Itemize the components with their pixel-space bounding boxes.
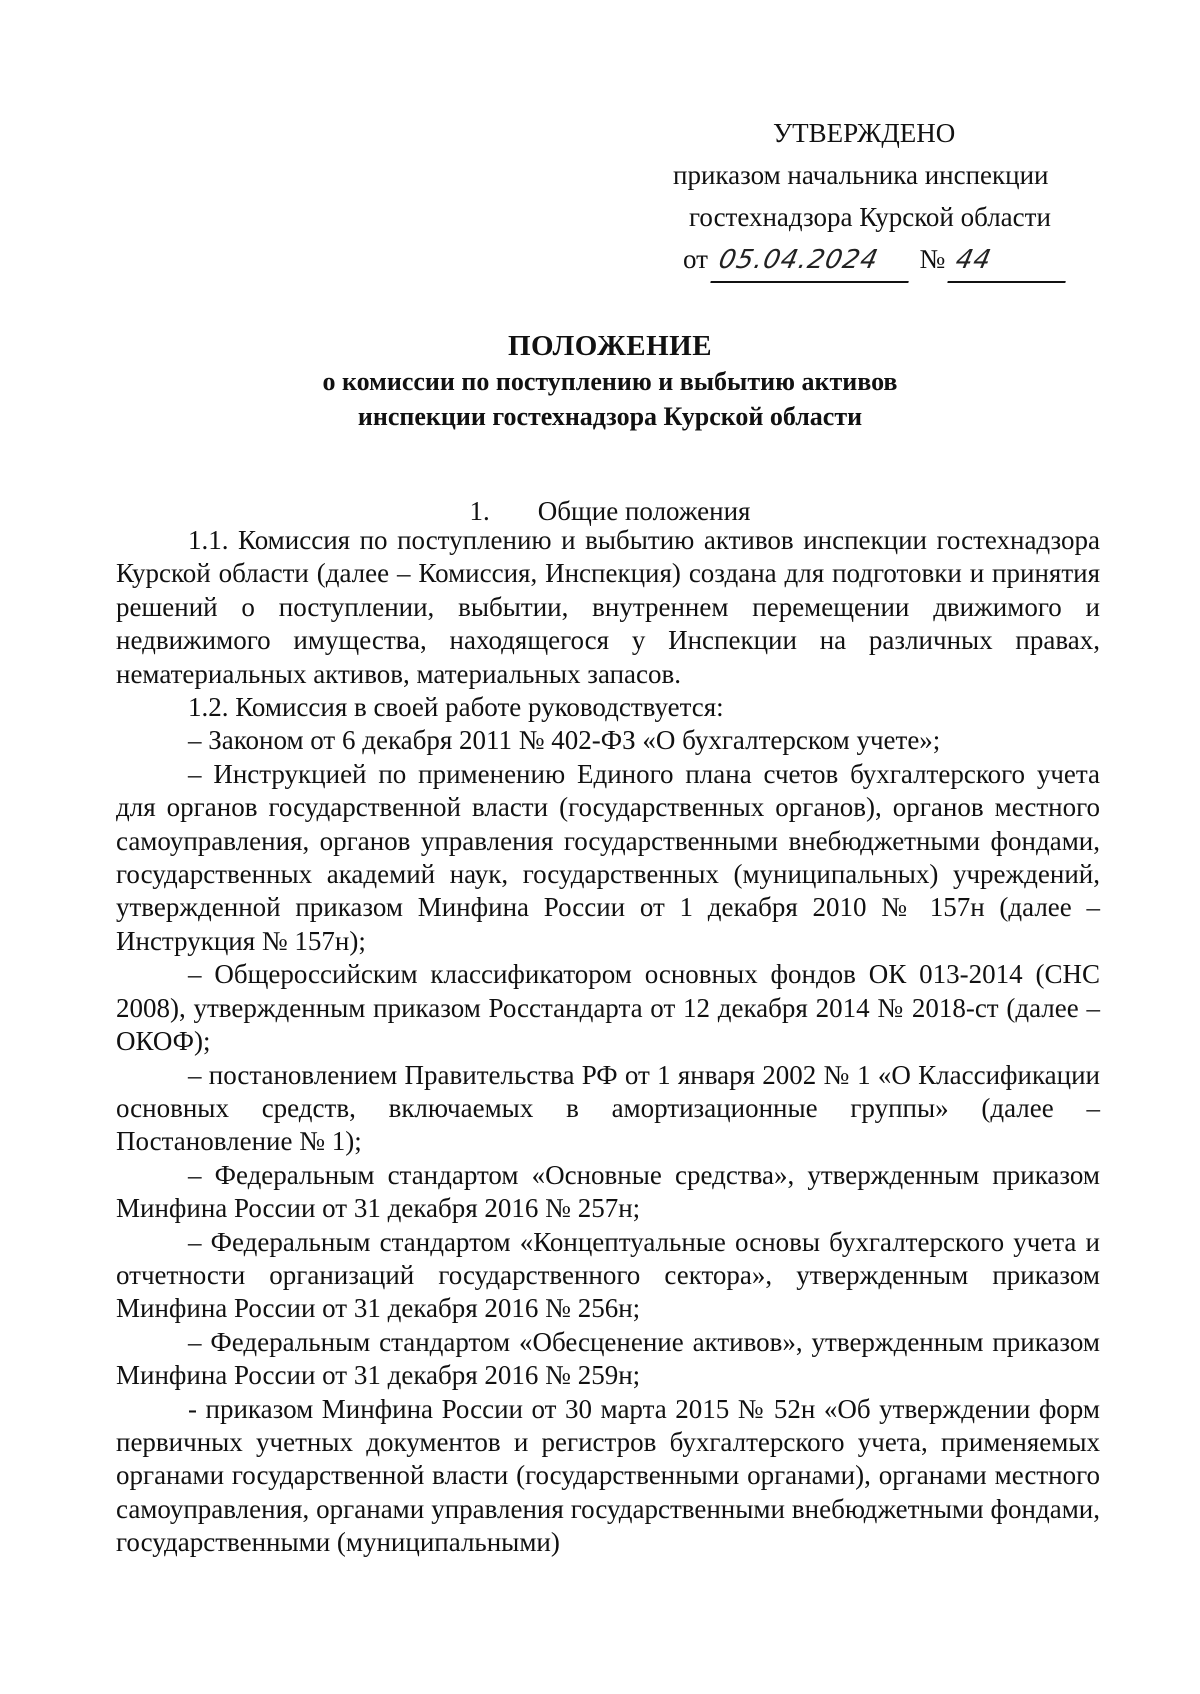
approval-block bbox=[665, 112, 1065, 283]
document-title-block bbox=[120, 328, 1100, 434]
list-item-law-402fz: – Законом от 6 декабря 2011 № 402-ФЗ «О бухгалтерском учете»; bbox=[188, 725, 941, 756]
document-body bbox=[116, 524, 1100, 1560]
section-title: Общие положения bbox=[537, 496, 751, 526]
list-item-resolution-1: – постановлением Правительства РФ от 1 января 2002 № 1 «О Классификации основных средств, включаемых в амортизационные группы» (далее – Постановление № 1); bbox=[116, 1059, 1100, 1157]
approval-line-organization: гостехнадзора Курской области bbox=[689, 202, 1051, 232]
list-item-standard-259n: – Федеральным стандартом «Обесценение активов», утвержденным приказом Минфина России от 31 декабря 2016 № 259н; bbox=[116, 1326, 1100, 1391]
list-item-standard-257n: – Федеральным стандартом «Основные средства», утвержденным приказом Минфина России от 31 декабря 2016 № 257н; bbox=[116, 1159, 1100, 1224]
section-heading bbox=[120, 494, 1100, 528]
handwritten-number: 44 bbox=[947, 239, 1074, 283]
document-title: ПОЛОЖЕНИЕ bbox=[507, 330, 713, 362]
list-item-okof: – Общероссийским классификатором основных фондов ОК 013-2014 (СНС 2008), утвержденным приказом Росстандарта от 12 декабря 2014 № 2018-ст (далее – ОКОФ); bbox=[116, 959, 1100, 1057]
approval-from-label: от bbox=[683, 244, 708, 274]
handwritten-date: 05.04.2024 bbox=[710, 239, 917, 283]
list-item-instruction-157n: – Инструкцией по применению Единого плана счетов бухгалтерского учета для органов государственной власти (государственных органов), органов местного самоуправления, органов управления государственными внебюджетными фондами, государственных академий наук, государственных (муниципальных) учреждений, утвержденной приказом Минфина России от 1 декабря 2010 № 157н (далее – Инструкция № 157н); bbox=[116, 758, 1100, 956]
approval-title: УТВЕРЖДЕНО bbox=[773, 118, 956, 148]
list-item-order-52n: - приказом Минфина России от 30 марта 2015 № 52н «Об утверждении форм первичных учетных документов и регистров бухгалтерского учета, применяемых органами государственной власти (государственными органами), органами местного самоуправления, органами управления государственными внебюджетными фондами, государственными (муниципальными) bbox=[116, 1393, 1100, 1558]
list-item-standard-256n: – Федеральным стандартом «Концептуальные основы бухгалтерского учета и отчетности организаций государственного сектора», утвержденным приказом Минфина России от 31 декабря 2016 № 256н; bbox=[116, 1226, 1100, 1324]
paragraph-1-2: 1.2. Комиссия в своей работе руководствуется: bbox=[188, 692, 724, 723]
section-number: 1. bbox=[469, 496, 490, 526]
approval-date-number-line bbox=[665, 238, 1065, 283]
document-subtitle-line-1: о комиссии по поступлению и выбытию активов bbox=[322, 367, 898, 396]
approval-line-order: приказом начальника инспекции bbox=[673, 160, 1049, 190]
approval-number-label: № bbox=[919, 244, 946, 274]
document-subtitle-line-2: инспекции гостехнадзора Курской области bbox=[357, 402, 863, 431]
paragraph-1-1: 1.1. Комиссия по поступлению и выбытию активов инспекции гостехнадзора Курской области (далее – Комиссия, Инспекция) создана для подготовки и принятия решений о поступлении, выбытии, внутреннем перемещении движимого и недвижимого имущества, находящегося у Инспекции на различных правах, нематериальных активов, материальных запасов. bbox=[116, 525, 1100, 689]
